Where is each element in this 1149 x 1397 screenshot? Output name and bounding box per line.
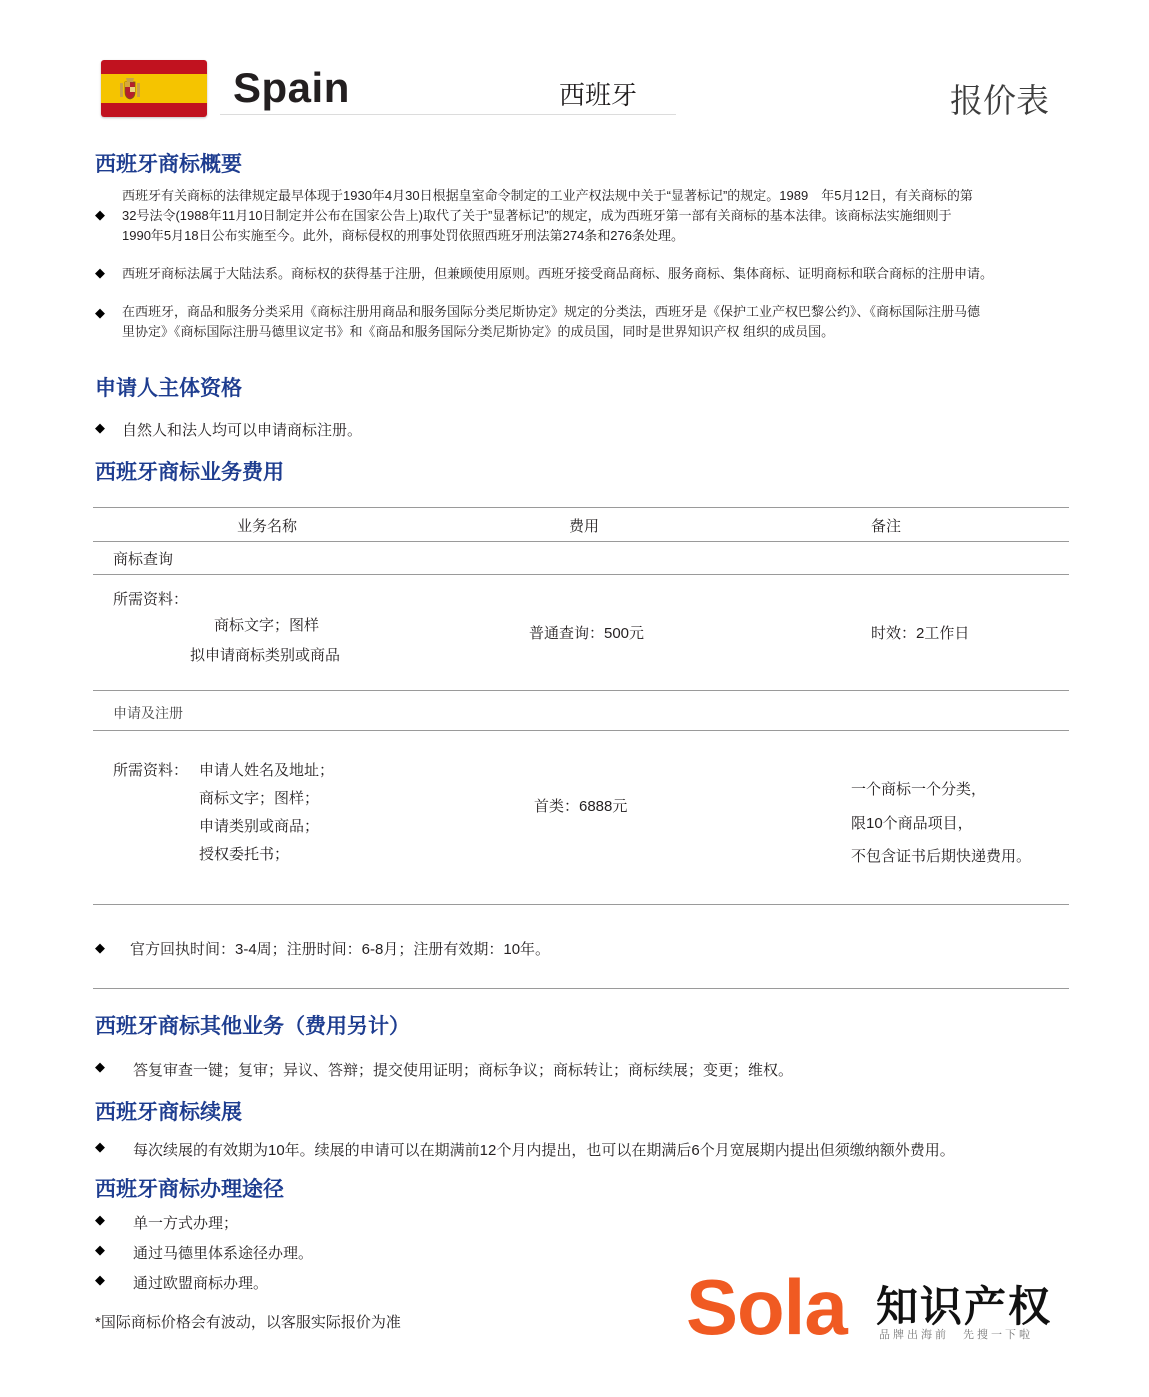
section-title-eligibility: 申请人主体资格 — [95, 377, 242, 400]
section-title-other: 西班牙商标其他业务（费用另计） — [95, 1015, 410, 1038]
row-label-registration: 申请及注册 — [113, 705, 183, 721]
logo-brand-zh: 知识产权 — [876, 1283, 1053, 1330]
header-divider — [220, 114, 676, 115]
route-item: 单一方式办理； — [133, 1215, 239, 1232]
eligibility-text: 自然人和法人均可以申请商标注册。 — [122, 422, 363, 439]
section-title-fees: 西班牙商标业务费用 — [95, 461, 284, 484]
spain-flag-icon — [101, 60, 207, 117]
bullet-icon: ◆ — [95, 1212, 105, 1227]
table-rule — [93, 730, 1069, 731]
search-fee: 普通查询：500元 — [529, 625, 645, 642]
search-note: 时效：2工作日 — [871, 625, 970, 642]
bullet-icon: ◆ — [95, 305, 105, 320]
route-item: 通过欧盟商标办理。 — [133, 1275, 269, 1292]
registration-fee: 首类：6888元 — [534, 798, 628, 815]
bullet-icon: ◆ — [95, 1242, 105, 1257]
registration-material-item: 申请人姓名及地址； — [199, 762, 335, 779]
table-rule — [93, 904, 1069, 905]
section-title-overview: 西班牙商标概要 — [95, 153, 242, 176]
overview-paragraph-1 — [122, 186, 1062, 246]
table-rule — [93, 574, 1069, 575]
overview-paragraph-3 — [122, 302, 1062, 342]
text-line: 1990年5月18日公布实施至今。此外，商标侵权的刑事处罚依照西班牙刑法第274条和276条处理。 — [122, 228, 684, 243]
text-line: 西班牙有关商标的法律规定最早体现于1930年4月30日根据皇室命令制定的工业产权法规中关于“显著标记”的规定。1989 年5月12日，有关商标的第 — [122, 188, 973, 203]
renewal-text: 每次续展的有效期为10年。续展的申请可以在期满前12个月内提出，也可以在期满后6个月宽展期内提出但须缴纳额外费用。 — [133, 1142, 955, 1159]
logo-slogan: 品牌出海前 先搜一下啦 — [879, 1329, 1033, 1341]
overview-paragraph-2: 西班牙商标法属于大陆法系。商标权的获得基于注册，但兼顾使用原则。西班牙接受商品商标、服务商标、集体商标、证明商标和联合商标的注册申请。 — [122, 266, 994, 281]
registration-note: 不包含证书后期快递费用。 — [851, 848, 1032, 865]
bullet-icon: ◆ — [95, 207, 105, 222]
bullet-icon: ◆ — [95, 420, 105, 435]
bullet-icon: ◆ — [95, 940, 105, 955]
section-title-renewal: 西班牙商标续展 — [95, 1101, 242, 1124]
country-name-en: Spain — [233, 64, 350, 111]
table-rule — [93, 541, 1069, 542]
sola-logo: Sola — [686, 1263, 847, 1351]
search-materials-label: 所需资料： — [113, 591, 189, 608]
bullet-icon: ◆ — [95, 1139, 105, 1154]
bullet-icon: ◆ — [95, 1272, 105, 1287]
registration-material-item: 授权委托书； — [199, 846, 290, 863]
table-rule — [93, 690, 1069, 691]
country-name-zh: 西班牙 — [559, 80, 638, 110]
coat-of-arms-icon — [119, 77, 141, 101]
registration-note: 限10个商品项目， — [851, 815, 973, 832]
text-line: 在西班牙，商品和服务分类采用《商标注册用商品和服务国际分类尼斯协定》规定的分类法，西班牙是《保护工业产权巴黎公约》、《商标国际注册马德 — [122, 304, 981, 319]
text-line: 32号法令(1988年11月10日制定并公布在国家公告上)取代了关于”显著标记”的规定，成为西班牙第一部有关商标的基本法律。该商标法实施细则于 — [122, 208, 952, 223]
table-header-name: 业务名称 — [237, 518, 298, 535]
row-label-search: 商标查询 — [113, 551, 174, 568]
registration-materials-label: 所需资料： — [113, 762, 189, 779]
text-line: 里协定》《商标国际注册马德里议定书》和《商品和服务国际分类尼斯协定》的成员国，同时是世界知识产权 组织的成员国。 — [122, 324, 835, 339]
footnote: *国际商标价格会有波动，以客服实际报价为准 — [95, 1314, 401, 1331]
timeline-text: 官方回执时间：3-4周；注册时间：6-8月；注册有效期：10年。 — [130, 941, 551, 958]
route-item: 通过马德里体系途径办理。 — [133, 1245, 314, 1262]
other-services-text: 答复审查一键；复审；异议、答辩；提交使用证明；商标争议；商标转让；商标续展；变更；维权。 — [133, 1062, 794, 1079]
table-header-fee: 费用 — [569, 518, 600, 535]
table-rule — [93, 507, 1069, 508]
document-title: 报价表 — [950, 82, 1049, 119]
section-title-routes: 西班牙商标办理途径 — [95, 1178, 284, 1201]
search-material-item: 商标文字；图样 — [214, 617, 320, 634]
registration-material-item: 申请类别或商品； — [199, 818, 320, 835]
bullet-icon: ◆ — [95, 265, 105, 280]
search-material-item: 拟申请商标类别或商品 — [190, 647, 341, 664]
bullet-icon: ◆ — [95, 1059, 105, 1074]
table-header-note: 备注 — [871, 518, 902, 535]
table-rule — [93, 988, 1069, 989]
registration-material-item: 商标文字；图样； — [199, 790, 320, 807]
registration-note: 一个商标一个分类， — [851, 781, 987, 798]
